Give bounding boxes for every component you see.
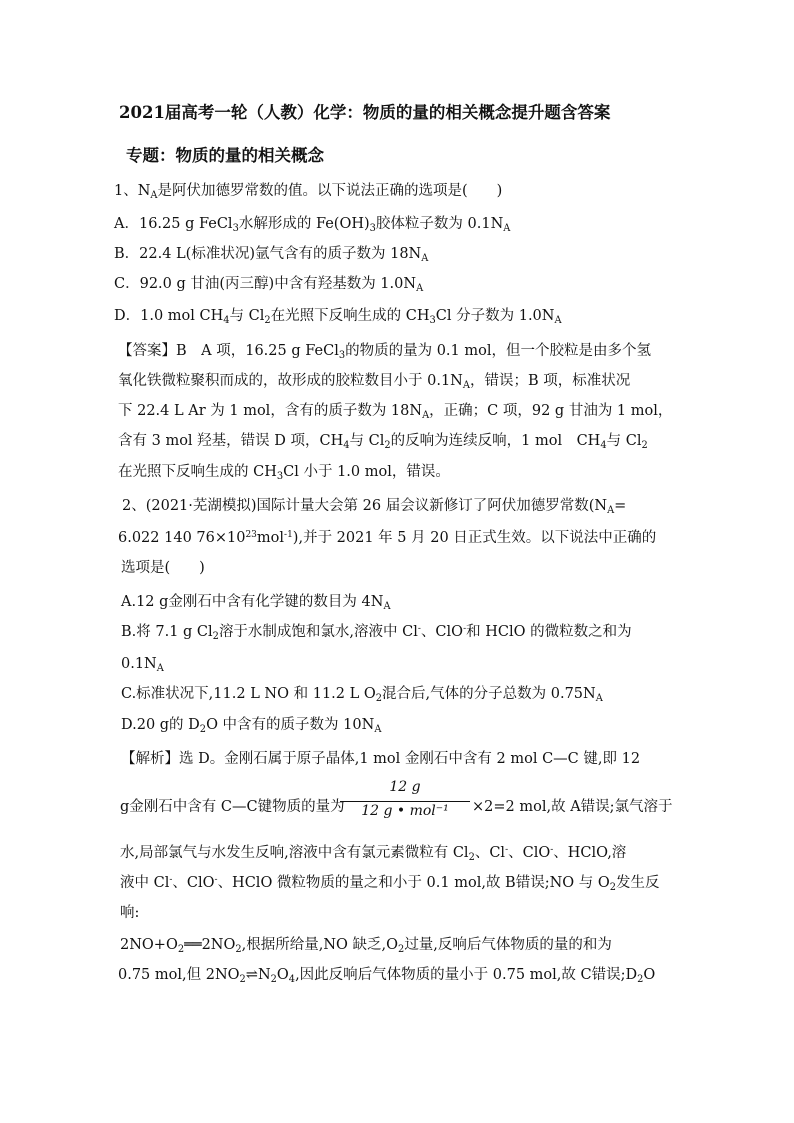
fraction-numerator: 12 g bbox=[389, 779, 421, 795]
fraction-denominator: 12 g • mol⁻¹ bbox=[361, 803, 449, 819]
q2-analysis-line-6: $2NO+O_2══2NO_2$,根据所给量,NO 缺乏$,O_2$过量,反响后气体物质的量的和为 bbox=[120, 937, 612, 956]
q1-stem: 1、$N_A$是阿伏加德罗常数的值。以下说法正确的选项是( ) bbox=[114, 183, 503, 202]
q2-analysis-line-2a: g金刚石中含有 C—C键物质的量为 bbox=[120, 799, 345, 815]
q2-option-d: D.20 g的 $D_2O$ 中含有的质子数为 $10N_A$ bbox=[121, 717, 382, 736]
q1-answer-line-2: 氧化铁微粒聚积而成的，故形成的胶粒数目小于 $0.1N_A$，错误；B 项，标准状况 bbox=[118, 373, 631, 392]
q1-option-d: D．1.0 mol $CH_4$与 $Cl_2$在光照下反响生成的 $CH_3Cl$ 分子数为 $1.0N_A$ bbox=[114, 308, 562, 327]
q2-option-b: B.将 7.1 g $Cl_2$溶于水制成饱和氯水,溶液中 Cl-、ClO-和 HClO 的微粒数之和为 bbox=[121, 624, 632, 643]
q2-analysis-line-3: 水,局部氯气与水发生反响,溶液中含有氯元素微粒有 $Cl_2$、Cl-、ClO-、HClO,溶 bbox=[120, 845, 627, 864]
q2-stem-line-2: 6.022 140 $76\times 10^{23}mol^{-1}$),并于 2021 年 5 月 20 日正式生效。以下说法中正确的 bbox=[118, 530, 657, 546]
q1-option-a: A．16.25 g FeCl$_3$水解形成的 $Fe(OH)_3$胶体粒子数为 $0.1N_A$ bbox=[114, 216, 511, 235]
q1-answer-line-3: 下 22.4 L Ar 为 1 mol，含有的质子数为 $18N_A$，正确；C 项，92 g 甘油为 1 mol， bbox=[118, 403, 673, 422]
q2-option-a: A.12 g金刚石中含有化学键的数目为 $4N_A$ bbox=[121, 594, 391, 613]
q2-stem-line-3: 选项是( ) bbox=[121, 560, 205, 576]
q1-option-c: C．92.0 g 甘油(丙三醇)中含有羟基数为 $1.0N_A$ bbox=[114, 276, 424, 295]
document-title: 2021届高考一轮（人教）化学：物质的量的相关概念提升题含答案 bbox=[119, 103, 611, 122]
topic-heading: 专题：物质的量的相关概念 bbox=[126, 146, 324, 165]
q1-answer-line-4: 含有 3 mol 羟基，错误 D 项，$CH_4$与 $Cl_2$的反响为连续反响，1 mol $CH_4$与 $Cl_2$ bbox=[118, 433, 648, 452]
q2-option-c: C.标准状况下,11.2 L NO 和 11.2 L $O_2$混合后,气体的分子总数为 $0.75N_A$ bbox=[121, 686, 603, 705]
mole-fraction bbox=[340, 779, 470, 827]
fraction-bar bbox=[340, 801, 470, 802]
q2-analysis-line-7: 0.75 mol,但 $2NO_2\rightleftharpoons N_2O_4$,因此反响后气体物质的量小于 0.75 mol,故 C错误$;D_2O$ bbox=[118, 967, 656, 986]
q1-answer-line-1: 【答案】B A 项，16.25 g FeCl$_3$的物质的量为 0.1 mol，但一个胶粒是由多个氢 bbox=[118, 343, 651, 362]
q1-answer-line-5: 在光照下反响生成的 $CH_3Cl$ 小于 1.0 mol，错误。 bbox=[118, 464, 450, 483]
q2-analysis-line-4: 液中 Cl-、ClO-、HClO 微粒物质的量之和小于 0.1 mol,故 B错误;NO 与 $O_2$发生反 bbox=[120, 875, 660, 894]
q2-analysis-line-5: 响: bbox=[120, 905, 140, 921]
q2-stem-line-1: 2、(2021·芜湖模拟)国际计量大会第 26 届会议新修订了阿伏加德罗常数($N_A=$ bbox=[122, 498, 627, 517]
q1-option-b: B．22.4 L(标准状况)氩气含有的质子数为 $18N_A$ bbox=[114, 246, 429, 265]
q2-analysis-line-2b: ×2=2 mol,故 A错误;氯气溶于 bbox=[472, 799, 673, 815]
q2-option-b-cont: $0.1N_A$ bbox=[121, 656, 164, 675]
q2-analysis-line-1: 【解析】选 D。金刚石属于原子晶体,1 mol 金刚石中含有 2 mol C—C 键,即 12 bbox=[121, 751, 641, 767]
